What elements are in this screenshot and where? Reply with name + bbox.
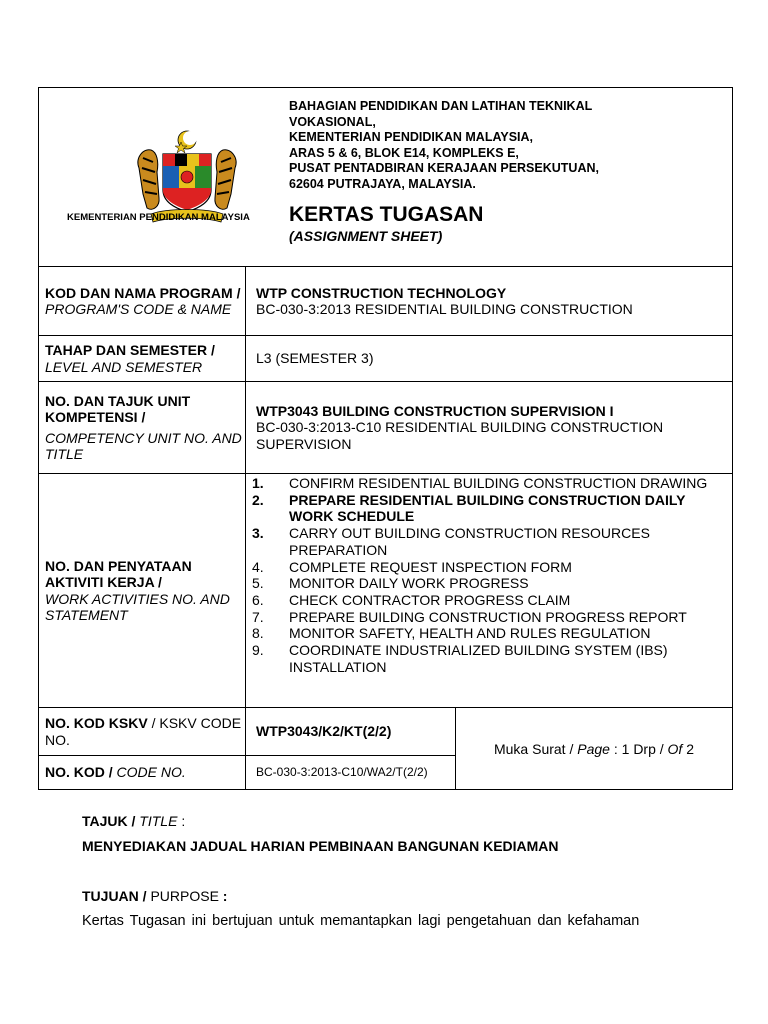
- purpose-label-rest: PURPOSE: [146, 888, 219, 904]
- list-item: [246, 559, 732, 576]
- level-value: L3 (SEMESTER 3): [246, 336, 733, 382]
- activity-number: 3.: [252, 525, 264, 542]
- purpose-label-bold: TUJUAN /: [82, 888, 147, 904]
- page-info-of-word: Of: [667, 740, 683, 757]
- activity-text: PREPARE RESIDENTIAL BUILDING CONSTRUCTION DAILY WORK SCHEDULE: [289, 491, 686, 525]
- kskv-row: [39, 708, 733, 756]
- title-label: [82, 813, 722, 829]
- kskv-value: [246, 708, 456, 756]
- competency-title: WTP3043 BUILDING CONSTRUCTION SUPERVISION I: [256, 402, 614, 419]
- activity-number: 1.: [252, 475, 264, 491]
- activity-text: MONITOR SAFETY, HEALTH AND RULES REGULATION: [289, 625, 651, 642]
- kskv-code: WTP3043/K2/KT(2/2): [256, 723, 392, 740]
- purpose-label-colon: :: [218, 888, 228, 904]
- activities-label-en: WORK ACTIVITIES NO. AND STATEMENT: [45, 590, 230, 623]
- program-row: [39, 267, 733, 336]
- activity-number: 6.: [252, 591, 264, 608]
- address-line: KEMENTERIAN PENDIDIKAN MALAYSIA,: [289, 130, 534, 144]
- page-info-drp: Drp /: [633, 740, 668, 757]
- activity-text: CONFIRM RESIDENTIAL BUILDING CONSTRUCTION DRAWING: [289, 475, 708, 491]
- assignment-sheet: [38, 87, 732, 790]
- activity-text: CARRY OUT BUILDING CONSTRUCTION RESOURCES PREPARATION: [289, 525, 650, 558]
- activity-text: PREPARE BUILDING CONSTRUCTION PROGRESS REPORT: [289, 608, 687, 625]
- code-label: [39, 756, 246, 790]
- page-info-cell: [456, 708, 733, 790]
- activities-row: [39, 474, 733, 708]
- page-total: 2: [682, 740, 695, 757]
- activity-number: 8.: [252, 625, 264, 642]
- activity-number: 4.: [252, 558, 264, 575]
- program-label-en: PROGRAM'S CODE & NAME: [45, 301, 232, 317]
- address-line: VOKASIONAL,: [289, 114, 376, 129]
- program-label: [39, 267, 246, 336]
- program-title: WTP CONSTRUCTION TECHNOLOGY: [256, 284, 507, 301]
- activities-label-ms: NO. DAN PENYATAAN AKTIVITI KERJA /: [45, 557, 192, 590]
- competency-detail: BC-030-3:2013-C10 RESIDENTIAL BUILDING CONSTRUCTION SUPERVISION: [256, 419, 664, 452]
- activity-text: COORDINATE INDUSTRIALIZED BUILDING SYSTEM (IBS) INSTALLATION: [289, 642, 668, 675]
- address-line: 62604 PUTRAJAYA, MALAYSIA.: [289, 176, 476, 191]
- address-line: ARAS 5 & 6, BLOK E14, KOMPLEKS E,: [289, 145, 519, 160]
- code-label-italic: CODE NO.: [112, 764, 186, 781]
- program-label-ms: KOD DAN NAMA PROGRAM /: [45, 284, 241, 301]
- code-value: BC-030-3:2013-C10/WA2/T(2/2): [246, 756, 456, 790]
- program-detail: BC-030-3:2013 RESIDENTIAL BUILDING CONSTRUCTION: [256, 301, 633, 317]
- activity-number: 7.: [252, 608, 264, 625]
- activity-number: 5.: [252, 575, 264, 592]
- title-label-italic: TITLE: [135, 813, 178, 829]
- competency-value: [246, 382, 733, 474]
- level-label-ms: TAHAP DAN SEMESTER /: [45, 342, 215, 358]
- kskv-label-bold: NO. KOD KSKV: [45, 715, 148, 731]
- ministry-label: KEMENTERIAN PENDIDIKAN MALAYSIA: [67, 212, 250, 223]
- activities-label: [39, 474, 246, 708]
- address-line: BAHAGIAN PENDIDIKAN DAN LATIHAN TEKNIKAL: [289, 99, 593, 113]
- program-value: [246, 267, 733, 336]
- list-item: [246, 592, 732, 609]
- activities-list: [246, 475, 732, 675]
- purpose-text: Kertas Tugasan ini bertujuan untuk memantapkan lagi pengetahuan dan kefahaman: [82, 913, 640, 929]
- list-item: [246, 625, 732, 642]
- page-info: [494, 741, 694, 757]
- list-item: [246, 609, 732, 626]
- title-label-colon: :: [177, 813, 186, 829]
- code-label-bold: NO. KOD /: [45, 764, 113, 781]
- institution-address: [289, 99, 599, 192]
- activity-text: MONITOR DAILY WORK PROGRESS: [289, 575, 529, 592]
- list-item: [246, 575, 732, 592]
- list-item: [246, 475, 732, 492]
- assignment-header-table: [38, 87, 733, 790]
- competency-label-en: COMPETENCY UNIT NO. AND TITLE: [45, 429, 242, 462]
- activities-value: [246, 474, 733, 708]
- purpose-label: [82, 888, 722, 904]
- level-row: [39, 336, 733, 382]
- activity-number: 2.: [252, 491, 264, 508]
- document-title: KERTAS TUGASAN: [289, 203, 484, 226]
- level-label: [39, 336, 246, 382]
- activity-number: 9.: [252, 642, 264, 659]
- title-label-bold: TAJUK /: [82, 813, 136, 829]
- activity-text: COMPLETE REQUEST INSPECTION FORM: [289, 558, 572, 575]
- kskv-label: [39, 708, 246, 756]
- competency-label-ms: NO. DAN TAJUK UNIT KOMPETENSI /: [45, 392, 191, 425]
- assignment-title: MENYEDIAKAN JADUAL HARIAN PEMBINAAN BANGUNAN KEDIAMAN: [82, 838, 559, 854]
- page-info-page-word: Page: [577, 740, 610, 757]
- competency-row: [39, 382, 733, 474]
- kskv-label-rest: / KSKV CODE NO.: [45, 715, 242, 748]
- document-subtitle: (ASSIGNMENT SHEET): [289, 228, 443, 244]
- letterhead: [39, 88, 733, 267]
- competency-label: [39, 382, 246, 474]
- address-line: PUSAT PENTADBIRAN KERAJAAN PERSEKUTUAN,: [289, 161, 599, 175]
- page-info-muka-surat: Muka Surat /: [493, 740, 578, 757]
- list-item: [246, 642, 732, 675]
- page-number: : 1: [609, 740, 634, 757]
- list-item: [246, 525, 732, 558]
- activity-text: CHECK CONTRACTOR PROGRESS CLAIM: [289, 591, 571, 608]
- level-label-en: LEVEL AND SEMESTER: [45, 358, 203, 375]
- list-item: [246, 492, 732, 525]
